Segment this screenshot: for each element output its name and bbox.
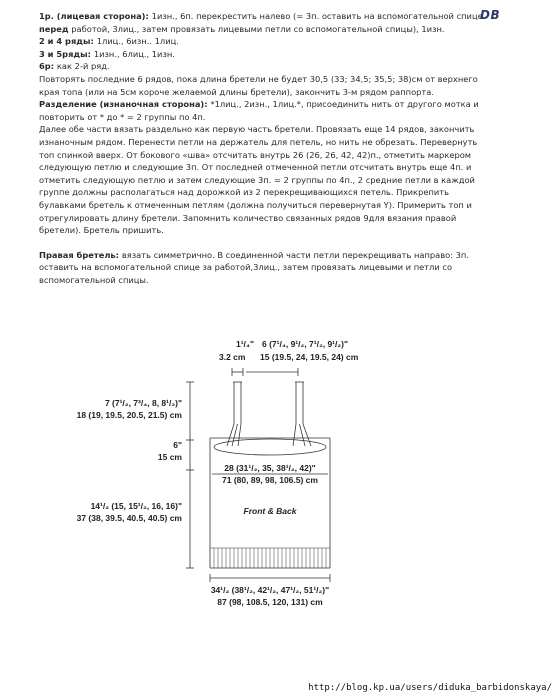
band-height-imperial: 6" [173, 440, 182, 450]
paragraph-text: работой, 3лиц., затем провязать лицевыми петли со вспомогательной спицы), 1изн. [68, 23, 445, 34]
neck-width-imperial: 6 (7¹/₄, 9¹/₂, 7¹/₂, 9¹/₂)" [262, 339, 349, 349]
paragraph-heading: Правая бретель: [39, 249, 122, 260]
neckline-curve [214, 439, 326, 455]
strap-length-imperial: 7 (7¹/₂, 7³/₄, 8, 8¹/₂)" [104, 398, 182, 408]
bust-metric: 71 (80, 89, 98, 106.5) cm [222, 475, 318, 485]
paragraph-heading: перед [39, 23, 69, 34]
paragraph-heading: 6р: [39, 61, 57, 72]
paragraph-heading: 1р. (лицевая сторона): [39, 11, 152, 21]
strap-width-metric: 3.2 cm [219, 352, 246, 362]
paragraph-heading: 2 и 4 ряды: [39, 36, 97, 47]
hem-imperial: 34¹/₂ (38¹/₂, 42¹/₂, 47¹/₂, 51¹/₂)" [210, 585, 330, 595]
hem-metric: 87 (98, 108.5, 120, 131) cm [217, 597, 323, 607]
strap-length-metric: 18 (19, 19.5, 20.5, 21.5) cm [76, 410, 182, 420]
paragraph-text: Повторять последние 6 рядов, пока длина бретели не будет 30,5 (33; 34,5; 35,5; 38)см от верхнего края топа (или на 5см короче желаемой длины бретели), закончить 3-м рядом раппорта. [39, 73, 478, 97]
body-length-imperial: 14¹/₂ (15, 15¹/₂, 16, 16)" [90, 501, 182, 511]
strap-width-imperial: 1¹/₄" [235, 339, 254, 349]
vertical-dimension-ticks [186, 382, 194, 568]
paragraph-text: как 2-й ряд. [56, 61, 110, 72]
paragraph-text: *1лиц., 2изн., 1лиц.*, присоединить нить от другого мотка и повторить от * до * = 2 группы по 4п. [39, 99, 479, 122]
paragraph-text: вязать симметрично. В соединенной части петли перекрещивать направо: 3п. оставить на вспомогательной спице за работой,3лиц., затем провязать лицевыми и петли со вспомогательной спицы. [39, 249, 469, 285]
bust-imperial: 28 (31¹/₂, 35, 38¹/₂, 42)" [224, 463, 316, 473]
front-and-back-label: Front & Back [243, 506, 297, 516]
paragraph-heading: Разделение (изнаночная сторона): [39, 99, 211, 110]
left-strap [227, 382, 241, 446]
body-length-metric: 37 (38, 39.5, 40.5, 40.5) cm [76, 513, 182, 523]
paragraph-text: 1изн., 6лиц., 1изн. [93, 48, 175, 59]
band-height-metric: 15 cm [157, 452, 182, 462]
paragraph-text: Далее обе части вязать раздельно как первую часть бретели. Провязать еще 14 рядов, закончить изнаночным рядом. Перенести петли на держатель для петель, но нить не обрезать. Перевернуть топ спинкой вверх. От бокового «шва» отсчитать внутрь 26 (26, 26, 42, 42)п., отметить маркером следующую петлю и следующие 3п. От последней отмеченной петли отсчитать внутрь еще 4п. и отметить следующую петлю и затем следующие 3п. = 2 группы по 4п., 2 средние петли в каждой группе должны располагаться над дорожкой из 2 перекрещивающихся петель. Прикрепить булавками бретель к отмеченным петлям (должна получиться перевернутая Y). Примерить топ и отрегулировать длину бретели. Запомнить количество связанных рядов 9для вязания правой бретели). Бретель пришить. [39, 124, 478, 236]
paragraph-text: 1изн., 6п. перекрестить налево (= 3п. оставить на вспомогательной спице [151, 11, 483, 21]
right-strap [293, 382, 311, 446]
paragraph-text: 1лиц., 6изн.. 1лиц. [96, 36, 179, 47]
paragraph-heading: 3 и 5ряды: [39, 48, 94, 59]
source-url: http://blog.kp.ua/users/diduka_barbidonskaya/ [308, 683, 552, 693]
watermark-badge: DB [480, 8, 501, 22]
neck-width-metric: 15 (19.5, 24, 19.5, 24) cm [260, 352, 359, 362]
